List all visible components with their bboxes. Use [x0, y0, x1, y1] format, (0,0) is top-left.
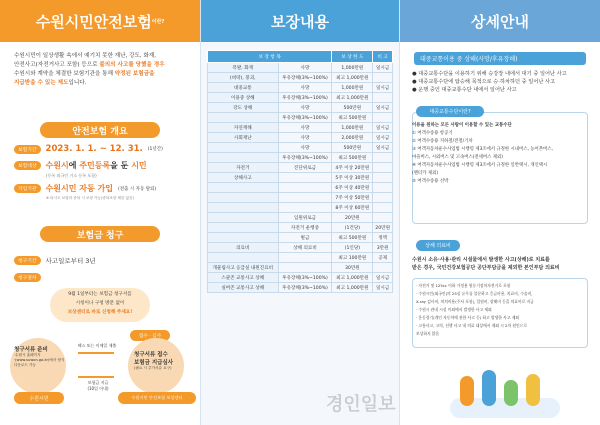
medical-head-1: 수원시 소유·사용·관리 시설물에서 발생한 사고(상해)로 치료를: [412, 257, 550, 263]
header-text-bold: 안전보험: [93, 12, 152, 31]
medical-item: · 자전거 및 125cc 이하 가정용 원동기장치자전거로 포함: [416, 283, 511, 288]
coverage-cell: 상해 의료비: [278, 243, 332, 253]
coverage-cell: 3만원: [373, 243, 393, 253]
coverage-cell: 최고 1,000만원: [332, 283, 373, 293]
col-header-limit: 보 상 한 도: [332, 51, 373, 63]
coverage-cell: [373, 73, 393, 83]
method-tag: 청구절차: [14, 273, 41, 282]
coverage-cell: 일시금: [373, 143, 393, 153]
coverage-cell: [208, 193, 279, 203]
coverage-cell: (1건당): [332, 223, 373, 233]
coverage-cell: 일시금: [373, 283, 393, 293]
coverage-cell: 4주 이상 20만원: [332, 163, 373, 173]
bullet-2: ● 대중교통수단에 탑승해 목적으로 승·하차하던 중 일어난 사고: [412, 79, 556, 85]
coverage-cell: 정액: [373, 233, 393, 243]
coverage-row: [208, 273, 393, 283]
watermark: 경인일보: [326, 394, 396, 415]
coverage-cell: 사망: [278, 103, 332, 113]
join-row: [14, 183, 192, 194]
coverage-cell: [278, 183, 332, 193]
coverage-row: [208, 183, 393, 193]
col-header-note: 비 고: [373, 51, 393, 63]
join-c: (전출 시 자동 탈퇴): [117, 186, 157, 192]
coverage-cell: [208, 203, 279, 213]
medical-head: [412, 256, 590, 272]
coverage-cell: 강도 상해: [208, 103, 279, 113]
join-note: ※ 타시도 보험과 중복 시 보장 가능(중복보장 제한 없음): [46, 196, 134, 200]
coverage-row: [208, 173, 393, 183]
coverage-row: [208, 243, 393, 253]
medical-item: · 고통사고, 고의, 선행 사고 내 의료 대상에서 제외 시 2차 원인으로: [416, 323, 528, 328]
coverage-cell: 후유장해(3%~100%): [278, 73, 332, 83]
transit-item: ③ 여객자동차운수사업법 시행령 제3조에서 규정한 시내버스, 농어촌버스,: [412, 147, 553, 152]
coverage-row: [208, 143, 393, 153]
coverage-cell: [208, 213, 279, 223]
coverage-cell: 사망: [278, 133, 332, 143]
transit-item: ② 여객수송용 지하철/전철/기차: [412, 139, 473, 144]
coverage-table: [207, 50, 393, 293]
bullet-3: ● 운행 중인 대중교통수단 내에서 일어난 사고: [412, 87, 517, 93]
pay-label-text: 보험금 지급: [87, 380, 109, 385]
coverage-cell: 일시금: [373, 103, 393, 113]
coverage-cell: 상해사고: [208, 173, 279, 183]
coverage-cell: [208, 253, 279, 263]
coverage-cell: [278, 173, 332, 183]
coverage-cell: 사망: [278, 63, 332, 73]
coverage-cell: 최고 500만원: [332, 113, 373, 123]
transit-item: (렌터카 제외): [412, 171, 439, 176]
coverage-cell: 자전거 운행중: [278, 223, 332, 233]
coverage-cell: 후유장해(3%~100%): [278, 113, 332, 123]
target-c: 주민등록: [79, 161, 111, 170]
intro-line-3: 수원시와 계약을 체결한 보험기관을 통해: [14, 71, 115, 77]
coverage-row: [208, 283, 393, 293]
period-tag: 보험기간: [14, 145, 41, 154]
target-b: 에: [68, 161, 80, 170]
coverage-cell: 최고 100만원: [332, 253, 373, 263]
center-label: 수원시민 안전보험 보상센터: [118, 392, 196, 404]
coverage-cell: 5주 이상 30만원: [332, 173, 373, 183]
claim-title: 보험금 청구: [40, 226, 160, 242]
coverage-cell: 벌금: [278, 233, 332, 243]
target-note: (등록 외국인 거소 등록 포함): [46, 173, 97, 178]
coverage-cell: [373, 163, 393, 173]
coverage-cell: 사망: [278, 143, 332, 153]
arrow-left: [78, 376, 114, 378]
target-a: 수원시: [45, 161, 69, 170]
coverage-cell: 2,000만원: [332, 133, 373, 143]
citizen-label: 수원시민: [14, 392, 64, 404]
medical-item: X-ray 검사비, 처치비용(주사 포함), 입원비, 장해비 등을 의료비로 지급: [416, 299, 534, 304]
intro-header: [0, 0, 200, 42]
coverage-cell: 자전거: [208, 163, 279, 173]
coverage-cell: 일시금: [373, 133, 393, 143]
intro-line-3-highlight: 약정된 보험금을: [114, 71, 155, 77]
transit-item: ① 여객수송용 항공기: [412, 131, 453, 136]
join-tag: 가입기관: [14, 184, 41, 193]
coverage-cell: [373, 263, 393, 273]
intro-line-2: 안전사고(자전거사고 포함) 등으로: [14, 62, 100, 68]
col-header-item: 보 장 항 목: [208, 51, 332, 63]
coverage-cell: [373, 193, 393, 203]
family-illustration: [450, 358, 560, 418]
medical-items: [416, 282, 584, 338]
transit-box-title: 이용을 원하는 모든 사람이 이용할 수 있는 교통수단: [412, 123, 512, 128]
transit-item: 마을버스, 시외버스 및 고속버스(전세버스 제외): [412, 155, 503, 160]
coverage-cell: 입원위로금: [278, 213, 332, 223]
coverage-cell: 대중교통: [208, 83, 279, 93]
coverage-cell: [208, 223, 279, 233]
coverage-row: [208, 83, 393, 93]
detail-section-1: 대중교통이용 중 상해(사망/후유장해): [414, 52, 586, 65]
step2-a: 청구서류 접수: [134, 352, 168, 358]
coverage-cell: 20만원: [373, 223, 393, 233]
step2-b: 보험금 지급심사: [134, 360, 174, 366]
coverage-cell: [373, 173, 393, 183]
coverage-cell: 공제: [373, 253, 393, 263]
coverage-cell: 진단위로금: [278, 163, 332, 173]
coverage-cell: (1인당): [332, 243, 373, 253]
coverage-cell: 500만원: [332, 103, 373, 113]
coverage-cell: 개물림사고 응급실 내원진료비: [208, 263, 279, 273]
detail-bullets: [412, 70, 590, 94]
coverage-cell: 후유장해(3%~100%): [278, 153, 332, 163]
coverage-cell: [208, 143, 279, 153]
bubble-line-2: 시청이나 구청 방문 없이: [75, 301, 125, 306]
coverage-row: [208, 233, 393, 243]
join-a: 수원시민: [45, 184, 80, 193]
coverage-cell: [373, 203, 393, 213]
intro-line-2-highlight: 불의의 사고를 당했을 경우: [99, 62, 165, 68]
intro-line-4-highlight: 지급받을 수 있는 제도: [14, 80, 69, 86]
period-value: 2023. 1. 1. ~ 12. 31.: [45, 144, 143, 154]
medical-item: · 운동경기(개인 자동차에 관한 사고 등) 하고 발생한 사고 제외: [416, 315, 520, 320]
coverage-cell: 자연재해: [208, 123, 279, 133]
coverage-cell: 후유장해(3%~100%): [278, 273, 332, 283]
target-tag: 보험대상: [14, 161, 41, 170]
coverage-cell: 최고 500만원: [332, 153, 373, 163]
step1-box: [14, 345, 66, 368]
coverage-cell: [278, 193, 332, 203]
coverage-cell: [373, 213, 393, 223]
coverage-row: [208, 193, 393, 203]
target-e: 시민: [131, 161, 147, 170]
deadline-row: [14, 256, 192, 265]
coverage-cell: [208, 233, 279, 243]
coverage-row: [208, 73, 393, 83]
transit-box-label: 대중교통수단이란?: [416, 106, 484, 117]
coverage-cell: [373, 153, 393, 163]
bubble-line-3: 보상센터로 바로 신청해 주세요!: [67, 310, 133, 315]
coverage-row: [208, 113, 393, 123]
coverage-cell: [278, 203, 332, 213]
coverage-cell: 최고 1,000만원: [332, 273, 373, 283]
bubble-line-1: 9월 1일부터는 보험금 청구서를: [68, 292, 132, 297]
step1-label: 청구서류 준비: [14, 347, 48, 353]
coverage-cell: 실버존 교통사고 상해: [208, 283, 279, 293]
detail-header: 상세안내: [400, 0, 600, 42]
coverage-cell: [208, 183, 279, 193]
coverage-cell: 이용중 상해: [208, 93, 279, 103]
coverage-cell: 최고 1,000만원: [332, 73, 373, 83]
claim-bubble: [50, 288, 150, 322]
step1-sub: ·수원시 홈페이지 ·(www.suwon.go.kr)에서 양식 다운로드 가능: [14, 353, 65, 367]
coverage-cell: [278, 253, 332, 263]
header-text: 수원시민: [35, 12, 94, 31]
coverage-row: [208, 213, 393, 223]
coverage-cell: 1,000만원: [332, 123, 373, 133]
coverage-row: [208, 103, 393, 113]
coverage-cell: 스쿨존 교통사고 상해: [208, 273, 279, 283]
step2-sub: (필요 시 추가서류 요구): [134, 366, 172, 370]
coverage-cell: 일시금: [373, 273, 393, 283]
medical-item: · 수원시민(외국인)의 25실 유무를 불문하고 응급비용, 치료비, 수술비,: [416, 291, 533, 296]
coverage-cell: 일시금: [373, 123, 393, 133]
deadline-tag: 청구기간: [14, 256, 41, 265]
transit-box-items: [412, 130, 590, 186]
transit-box-content: [412, 122, 590, 186]
coverage-cell: 최고 500만원: [332, 233, 373, 243]
coverage-row: [208, 253, 393, 263]
coverage-cell: 500만원: [332, 143, 373, 153]
header-suffix: 이란?: [151, 18, 165, 25]
coverage-cell: [373, 113, 393, 123]
coverage-row: [208, 163, 393, 173]
pay-sub: (10일 이내): [87, 386, 109, 391]
coverage-cell: [278, 263, 332, 273]
medical-head-2: 받은 경우, 국민건강보험공단 공단부담금을 제외한 본인부담 의료비: [412, 265, 560, 271]
coverage-cell: 1,000만원: [332, 63, 373, 73]
coverage-cell: 폭발, 화재: [208, 63, 279, 73]
period-sub: (1년간): [147, 147, 163, 152]
intro-line-4: 입니다.: [68, 80, 87, 86]
medical-item: · 수원시 관내 시설 이외에서 발생한 사고 제외: [416, 307, 492, 312]
coverage-cell: [373, 93, 393, 103]
step2-box: [134, 350, 188, 371]
period-row: [14, 144, 192, 154]
pay-label: [76, 380, 120, 392]
medical-item: 보상하지 않음: [416, 331, 440, 336]
medical-section-label: 상해 의료비: [416, 240, 460, 251]
receive-label: 접수 · 심사: [130, 330, 170, 341]
arrow-right: [78, 352, 114, 354]
coverage-row: [208, 63, 393, 73]
coverage-cell: 사망: [278, 83, 332, 93]
coverage-cell: 최고 1,000만원: [332, 93, 373, 103]
coverage-cell: [208, 153, 279, 163]
join-b: 자동 가입: [79, 184, 113, 193]
coverage-row: [208, 123, 393, 133]
coverage-cell: (벼락), 붕괴,: [208, 73, 279, 83]
coverage-cell: 사망: [278, 123, 332, 133]
overview-title: 안전보험 개요: [40, 122, 160, 138]
coverage-cell: 일시금: [373, 83, 393, 93]
coverage-cell: 1,000만원: [332, 83, 373, 93]
coverage-row: [208, 203, 393, 213]
coverage-cell: 30만원: [332, 263, 373, 273]
bullet-1: ● 대중교통수단을 이용하기 위해 승강장 내에서 대기 중 일어난 사고: [412, 71, 567, 77]
intro-line-1: 수원시민이 일상생활 속에서 예기치 못한 재난, 강도, 화재,: [14, 53, 157, 59]
coverage-row: [208, 133, 393, 143]
target-row: [14, 160, 192, 171]
method-row: [14, 273, 192, 282]
coverage-header: 보장내용: [201, 0, 399, 42]
coverage-table-wrap: [207, 50, 393, 293]
coverage-cell: 후유장해(3%~100%): [278, 93, 332, 103]
coverage-cell: [208, 113, 279, 123]
coverage-cell: 20만원: [332, 213, 373, 223]
coverage-row: [208, 93, 393, 103]
deadline-value: 사고일로부터 3년: [45, 257, 96, 265]
coverage-body: [208, 63, 393, 293]
coverage-row: [208, 153, 393, 163]
coverage-cell: 사회재난: [208, 133, 279, 143]
coverage-cell: 후유장해(3%~100%): [278, 283, 332, 293]
coverage-cell: 7주 이상 50만원: [332, 193, 373, 203]
coverage-cell: 8주 이상 60만원: [332, 203, 373, 213]
coverage-cell: [373, 183, 393, 193]
coverage-cell: 의료비: [208, 243, 279, 253]
target-d: 을 둔: [110, 161, 132, 170]
coverage-cell: 6주 이상 40만원: [332, 183, 373, 193]
coverage-row: [208, 223, 393, 233]
coverage-cell: 일시금: [373, 63, 393, 73]
transit-item: ④ 여객자동차운수사업법 시행령 제3조에서 규정한 일반택시, 개인택시: [412, 163, 548, 168]
transit-item: ⑤ 여객수송용 선박: [412, 179, 449, 184]
intro-paragraph: [14, 52, 186, 88]
fax-label: 팩스 또는 이메일 제출: [77, 343, 117, 348]
coverage-header-row: [208, 51, 393, 63]
coverage-row: [208, 263, 393, 273]
